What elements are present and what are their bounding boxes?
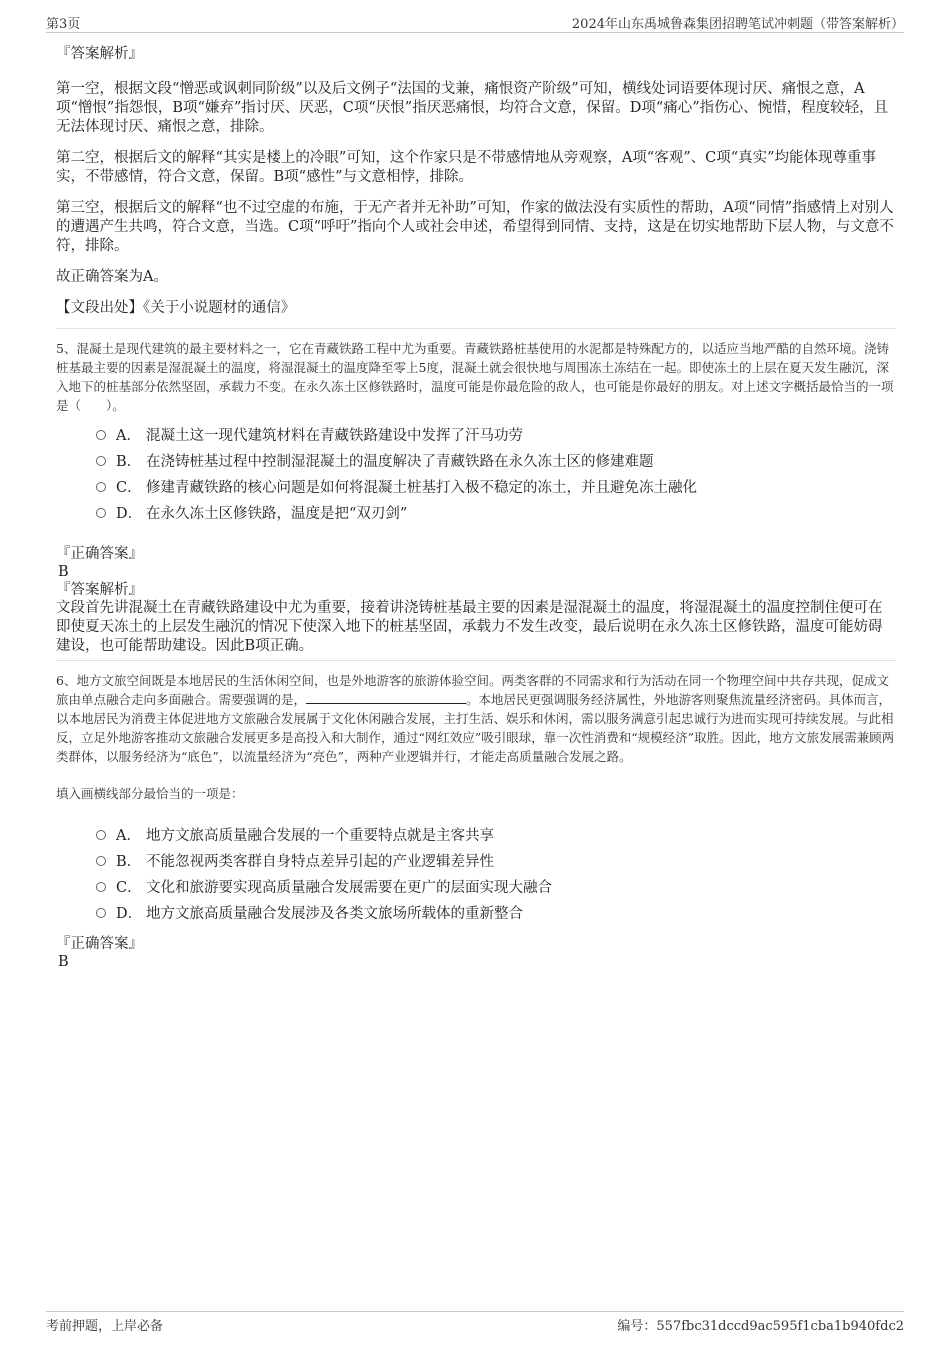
analysis-tag: 『答案解析』 [56,46,143,62]
radio-icon[interactable] [96,456,106,466]
question-6-option-a[interactable]: A． 地方文旅高质量融合发展的一个重要特点就是主客共享 [96,823,896,849]
analysis-paragraph-2: 第二空，根据后文的解释“其实是楼上的冷眼”可知，这个作家只是不带感情地从旁观察，A项“客观”、C项“真实”均能体现尊重事实，不带感情，符合文意，保留。B项“感性”与文意相悖，排除。 [56,150,877,185]
question-5-options [96,423,896,527]
footer-slogan: 考前押题，上岸必备 [46,1319,164,1334]
question-6-prompt: 填入画横线部分最恰当的一项是： [56,786,244,801]
radio-icon[interactable] [96,430,106,440]
correct-answer-tag: 『正确答案』 [56,936,143,952]
document-id: 编号：557fbc31dccd9ac595f1cba1b940fdc2 [617,1319,904,1334]
radio-icon[interactable] [96,856,106,866]
question-5-option-b[interactable]: B． 在浇铸桩基过程中控制湿混凝土的温度解决了青藏铁路在永久冻土区的修建难题 [96,449,896,475]
source-note: 【文段出处】《关于小说题材的通信》 [56,300,296,316]
fill-blank-line [306,691,466,704]
analysis-tag: 『答案解析』 [56,582,143,598]
question-6-stem: 6、地方文旅空间既是本地居民的生活休闲空间，也是外地游客的旅游体验空间。两类客群的不同需求和行为活动在同一个物理空间中共存共现，促成文旅由单点融合走向多面融合。需要强调的是， 。本地居民更强调服务经济属性，外地游客则聚焦流量经济密码。具体而言，以本地居民为消费主体促进地方文旅融合发展属于文化休闲融合发展，主打生活、娱乐和休闲，需以服务满意引起忠诚行为进而实现可持续发展。与此相反，立足外地游客推动文旅融合发展更多是高投入和大制作，通过“网红效应”吸引眼球，靠一次性消费和“规模经济”取胜。因此，地方文旅发展需兼顾两类群体，以服务经济为“底色”，以流量经济为“亮色”，两种产业逻辑并行，才能走高质量融合发展之路。 [56,673,895,764]
question-5-stem: 5、混凝土是现代建筑的最主要材料之一，它在青藏铁路工程中尤为重要。青藏铁路桩基使用的水泥都是特殊配方的，以适应当地严酷的自然环境。浇铸桩基最主要的因素是湿混凝土的温度，将湿混凝土的温度降至零上5度，混凝土就会很快地与周围冻土冻结在一起。即使冻土的上层在夏天发生融沉，深入地下的桩基部分依然坚固，承载力不变。在永久冻土区修铁路时，温度可能是你最危险的敌人，也可能是你最好的朋友。对上述文字概括最恰当的一项是（ ）。 [56,341,894,413]
radio-icon[interactable] [96,908,106,918]
radio-icon[interactable] [96,482,106,492]
question-6-option-c[interactable]: C． 文化和旅游要实现高质量融合发展需要在更广的层面实现大融合 [96,875,896,901]
page-header [46,12,904,33]
page-footer [46,1311,904,1334]
correct-answer: B [58,954,69,970]
analysis-paragraph-3: 第三空，根据后文的解释“也不过空虚的布施，于无产者并无补助”可知，作家的做法没有实质性的帮助，A项“同情”指感情上对别人的遭遇产生共鸣，符合文意，当选。C项“呼吁”指向个人或社会申述，希望得到同情、支持，这是在切实地帮助下层人物，与文意不符，排除。 [56,200,894,254]
question-6-options [96,823,896,927]
radio-icon[interactable] [96,882,106,892]
question-5-analysis: 文段首先讲混凝土在青藏铁路建设中尤为重要，接着讲浇铸桩基最主要的因素是湿混凝土的温度，将湿混凝土的温度控制住便可在即使夏天冻土的上层发生融沉的情况下使深入地下的桩基坚固，承载力不发生改变，最后说明在永久冻土区修铁路，温度可能妨碍建设，也可能帮助建设。因此B项正确。 [56,600,883,654]
correct-answer: B [58,564,69,580]
divider [56,328,896,329]
correct-answer-tag: 『正确答案』 [56,546,143,562]
page-content [56,44,896,971]
page-number: 第3页 [46,17,81,32]
radio-icon[interactable] [96,508,106,518]
question-6-option-d[interactable]: D． 地方文旅高质量融合发展涉及各类文旅场所载体的重新整合 [96,901,896,927]
radio-icon[interactable] [96,830,106,840]
question-5-option-a[interactable]: A． 混凝土这一现代建筑材料在青藏铁路建设中发挥了汗马功劳 [96,423,896,449]
question-5-option-c[interactable]: C． 修建青藏铁路的核心问题是如何将混凝土桩基打入极不稳定的冻土，并且避免冻土融化 [96,475,896,501]
document-title: 2024年山东禹城鲁森集团招聘笔试冲刺题（带答案解析） [571,17,904,32]
question-5-option-d[interactable]: D． 在永久冻土区修铁路，温度是把“双刃剑” [96,501,896,527]
question-6-option-b[interactable]: B． 不能忽视两类客群自身特点差异引起的产业逻辑差异性 [96,849,896,875]
analysis-paragraph-1: 第一空，根据文段“憎恶或讽刺同阶级”以及后文例子“法国的戈兼，痛恨资产阶级”可知，横线处词语要体现讨厌、痛恨之意，A项“憎恨”指怨恨，B项“嫌弃”指讨厌、厌恶，C项“厌恨”指厌恶痛恨，均符合文意，保留。D项“痛心”指伤心、惋惜，程度较轻，且无法体现讨厌、痛恨之意，排除。 [56,81,889,135]
analysis-conclusion: 故正确答案为A。 [56,269,168,285]
divider [56,660,896,661]
